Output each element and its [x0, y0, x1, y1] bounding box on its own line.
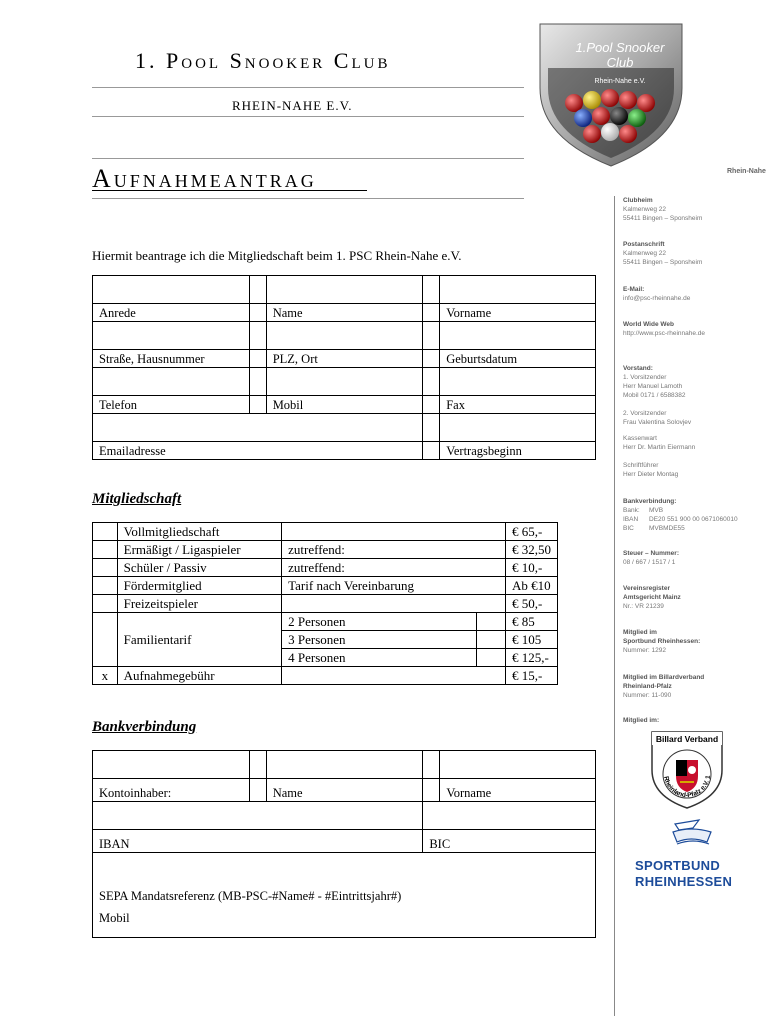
plz-field[interactable] — [266, 322, 423, 350]
vertragsbeginn-field[interactable] — [440, 414, 596, 442]
membership-type: Ermäßigt / Ligaspieler — [117, 541, 282, 559]
email-link[interactable]: info@psc-rheinnahe.de — [623, 295, 691, 302]
label-bic: BIC — [423, 830, 596, 853]
label-strasse: Straße, Hausnummer — [93, 350, 250, 368]
label-bank-vorname: Vorname — [440, 779, 596, 802]
intro-text: Hiermit beantrage ich die Mitgliedschaft beim 1. PSC Rhein-Nahe e.V. — [92, 248, 462, 263]
label-name: Name — [266, 304, 423, 322]
kassenwart-block: Kassenwart Herr Dr. Martin Eiermann — [623, 435, 696, 451]
email-field[interactable] — [93, 414, 423, 442]
membership-note: zutreffend: — [282, 559, 506, 577]
web-block: World Wide Web http://www.psc-rheinnahe.de — [623, 321, 706, 337]
fee-price: € 15,- — [505, 667, 557, 685]
sportbund-text-1: SPORTBUND — [635, 858, 721, 873]
bank-heading: Bankverbindung — [92, 719, 197, 735]
logo-text-1: 1.Pool Snooker — [575, 40, 665, 55]
fax-field[interactable] — [440, 368, 596, 396]
logo-text-2: Club — [606, 55, 634, 70]
membership-row[interactable] — [93, 523, 558, 541]
label-geburtsdatum: Geburtsdatum — [440, 350, 596, 368]
form-title: Aufnahmeantrag — [92, 164, 317, 193]
anrede-field[interactable] — [93, 276, 250, 304]
family-price: € 85 — [505, 613, 557, 631]
fee-checkmark[interactable]: x — [93, 667, 118, 685]
family-select[interactable] — [476, 613, 505, 631]
family-select[interactable] — [476, 649, 505, 667]
select-box[interactable] — [93, 541, 118, 559]
membership-note: zutreffend: — [282, 541, 506, 559]
label-email: Emailadresse — [93, 442, 423, 460]
iban-field[interactable] — [93, 802, 423, 830]
membership-row[interactable] — [93, 577, 558, 595]
family-select[interactable] — [476, 631, 505, 649]
select-box[interactable] — [93, 559, 118, 577]
vorsitz2-block: 2. Vorsitzender Frau Valentina Solovjev — [623, 410, 692, 426]
clubheim-block: Clubheim Kalmenweg 22 55411 Bingen – Sponsheim — [623, 197, 703, 222]
membership-note — [282, 595, 506, 613]
label-mobil: Mobil — [266, 396, 423, 414]
vereinsregister-block: Vereinsregister Amtsgericht Mainz Nr.: VR 21239 — [623, 585, 681, 610]
select-box[interactable] — [93, 613, 118, 667]
fee-label: Aufnahmegebühr — [117, 667, 282, 685]
logo-text-3: Rhein-Nahe e.V. — [594, 78, 646, 85]
membership-price: € 65,- — [505, 523, 557, 541]
sepa-field[interactable] — [93, 853, 596, 938]
divider — [92, 116, 524, 117]
membership-row[interactable] — [93, 541, 558, 559]
sportbund-block: Mitglied im Sportbund Rheinhessen: Nummer: 1292 — [623, 629, 701, 654]
membership-row[interactable] — [93, 559, 558, 577]
family-note: 4 Personen — [282, 649, 477, 667]
family-note: 3 Personen — [282, 631, 477, 649]
geburtsdatum-field[interactable] — [440, 322, 596, 350]
membership-heading: Mitgliedschaft — [92, 491, 182, 507]
title-underline — [92, 190, 367, 191]
bank-name-field[interactable] — [266, 751, 423, 779]
membership-price: € 32,50 — [505, 541, 557, 559]
membership-type: Freizeitspieler — [117, 595, 282, 613]
family-row[interactable] — [93, 613, 558, 631]
label-anrede: Anrede — [93, 304, 250, 322]
label-vorname: Vorname — [440, 304, 596, 322]
bank-table — [92, 750, 596, 938]
family-label: Familientarif — [117, 613, 282, 667]
personal-data-table — [92, 275, 596, 460]
telefon-field[interactable] — [93, 368, 250, 396]
bv-text: Billard Verband — [655, 734, 719, 744]
divider — [92, 158, 524, 159]
membership-row[interactable] — [93, 595, 558, 613]
email-block: E-Mail: info@psc-rheinnahe.de — [623, 286, 691, 302]
vorstand-block: Vorstand: 1. Vorsitzender Herr Manuel Lamoth Mobil 0171 / 6588382 — [623, 365, 686, 399]
label-kontoinhaber: Kontoinhaber: — [93, 779, 250, 802]
label-bank-name: Name — [266, 779, 423, 802]
label-vertragsbeginn: Vertragsbeginn — [440, 442, 596, 460]
select-box[interactable] — [93, 523, 118, 541]
membership-note — [282, 523, 506, 541]
club-logo — [536, 18, 686, 168]
membership-type: Schüler / Passiv — [117, 559, 282, 577]
label-plz: PLZ, Ort — [266, 350, 423, 368]
label-telefon: Telefon — [93, 396, 250, 414]
billard-verband-logo — [650, 730, 724, 810]
membership-price: Ab €10 — [505, 577, 557, 595]
sidebar-top-text: Rhein-Nahe — [727, 168, 766, 175]
family-price: € 125,- — [505, 649, 557, 667]
membership-type: Fördermitglied — [117, 577, 282, 595]
billardverband-block: Mitglied im Billardverband Rheinland-Pfalz Nummer: 11-090 — [623, 674, 705, 699]
club-subtitle: RHEIN-NAHE E.V. — [232, 98, 353, 113]
bv-arc-text: Rheinland-Pfalz e.V. 1 — [662, 774, 712, 800]
schriftfuehrer-block: Schriftführer Herr Dieter Montag — [623, 462, 679, 478]
mitglied-block: Mitglied im: — [623, 717, 660, 724]
bic-field[interactable] — [423, 802, 596, 830]
bank-vorname-field[interactable] — [440, 751, 596, 779]
postanschrift-block: Postanschrift Kalmenweg 22 55411 Bingen – Sponsheim — [623, 241, 703, 266]
label-fax: Fax — [440, 396, 596, 414]
membership-table — [92, 522, 558, 685]
membership-type: Vollmitgliedschaft — [117, 523, 282, 541]
kontoinhaber-field[interactable] — [93, 751, 250, 779]
select-box[interactable] — [93, 595, 118, 613]
mobil-field[interactable] — [266, 368, 423, 396]
sidebar-divider — [614, 196, 615, 1016]
membership-price: € 10,- — [505, 559, 557, 577]
select-box[interactable] — [93, 577, 118, 595]
name-field[interactable] — [266, 276, 423, 304]
steuer-block: Steuer – Nummer: 08 / 667 / 1517 / 1 — [623, 550, 679, 566]
bank-info-block: Bankverbindung: Bank: MVB IBAN DE20 551 900 00 0671060010 BIC MVBMDE55 — [623, 498, 738, 532]
divider — [92, 198, 524, 199]
vorname-field[interactable] — [440, 276, 596, 304]
membership-note: Tarif nach Vereinbarung — [282, 577, 506, 595]
label-sepa: SEPA Mandatsreferenz (MB-PSC-#Name# - #Eintrittsjahr#) — [99, 889, 402, 903]
strasse-field[interactable] — [93, 322, 250, 350]
family-note: 2 Personen — [282, 613, 477, 631]
membership-price: € 50,- — [505, 595, 557, 613]
label-iban: IBAN — [93, 830, 423, 853]
divider — [92, 87, 524, 88]
family-price: € 105 — [505, 631, 557, 649]
web-link[interactable]: http://www.psc-rheinnahe.de — [623, 330, 706, 337]
label-bank-mobil: Mobil — [99, 911, 130, 925]
club-name: 1. Pool Snooker Club — [135, 48, 391, 73]
sportbund-text-2: RHEINHESSEN — [635, 874, 733, 889]
fee-row[interactable] — [93, 667, 558, 685]
